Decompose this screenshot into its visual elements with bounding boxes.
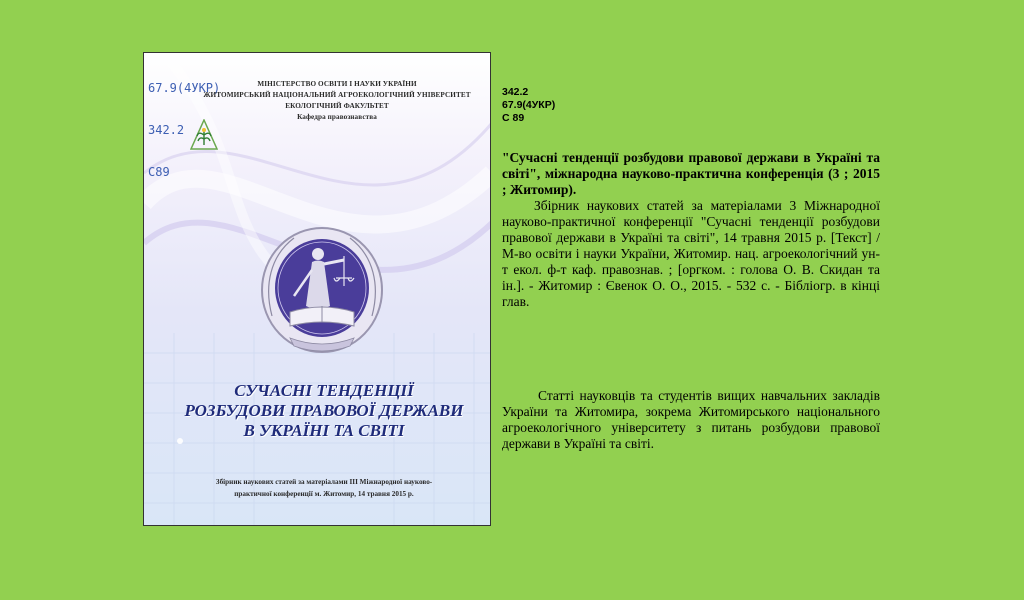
book-cover-image	[143, 52, 491, 526]
ministry-line: МІНІСТЕРСТВО ОСВІТИ І НАУКИ УКРАЇНИ	[257, 80, 417, 88]
cover-title	[174, 381, 474, 441]
department-line: Кафедра правознавства	[297, 113, 377, 121]
themis-emblem-icon	[260, 226, 384, 358]
university-logo-icon	[190, 119, 218, 153]
handwritten-code: С89	[148, 165, 170, 179]
bbk-code: 67.9(4УКР)	[502, 99, 556, 111]
university-line: ЖИТОМИРСЬКИЙ НАЦІОНАЛЬНИЙ АГРОЕКОЛОГІЧНИЙ УНІВЕРСИТЕТ	[203, 91, 471, 99]
cover-title-line: В УКРАЇНІ ТА СВІТІ	[243, 421, 405, 440]
record-description: Збірник наукових статей за матеріалами 3 Міжнародної науково-практичної конференції "Сучасні тенденції розбудови правової держави в Україні та світі", 14 травня 2015 р. [Текст] / М-во освіти і науки України, Житомир. нац. агроекологічний ун-т екол. ф-т каф. правознав. ; [оргком. : голова О. В. Скидан та ін.]. - Житомир : Євенок О. О., 2015. - 532 с. - Бібліогр. в кінці глав.	[502, 198, 880, 309]
udc-code: 342.2	[502, 86, 529, 98]
cover-subtitle-line: практичної конференції м. Житомир, 14 травня 2015 р.	[234, 490, 414, 498]
author-mark: С 89	[502, 112, 525, 124]
bibliographic-record	[502, 150, 880, 310]
cover-title-line: СУЧАСНІ ТЕНДЕНЦІЇ	[234, 381, 414, 400]
cover-subtitle	[174, 476, 474, 500]
handwritten-code: 342.2	[148, 123, 185, 137]
record-headline: "Сучасні тенденції розбудови правової держави в Україні та світі", міжнародна науково-практична конференція (3 ; 2015 ; Житомир).	[502, 150, 880, 197]
cover-subtitle-line: Збірник наукових статей за матеріалами ІІІ Міжнародної науково-	[215, 478, 433, 486]
cover-institution-header	[202, 79, 472, 123]
classification-codes	[502, 86, 555, 125]
cover-title-line: РОЗБУДОВИ ПРАВОВОЇ ДЕРЖАВИ	[184, 401, 464, 420]
record-annotation: Статті науковців та студентів вищих навчальних закладів України та Житомира, зокрема Житомирського національного агроекологічного університету з питань розбудови правової держави в Україні та світі.	[502, 388, 880, 451]
handwritten-code: 67.9(4УКР)	[148, 81, 221, 95]
faculty-line: ЕКОЛОГІЧНИЙ ФАКУЛЬТЕТ	[285, 102, 389, 110]
